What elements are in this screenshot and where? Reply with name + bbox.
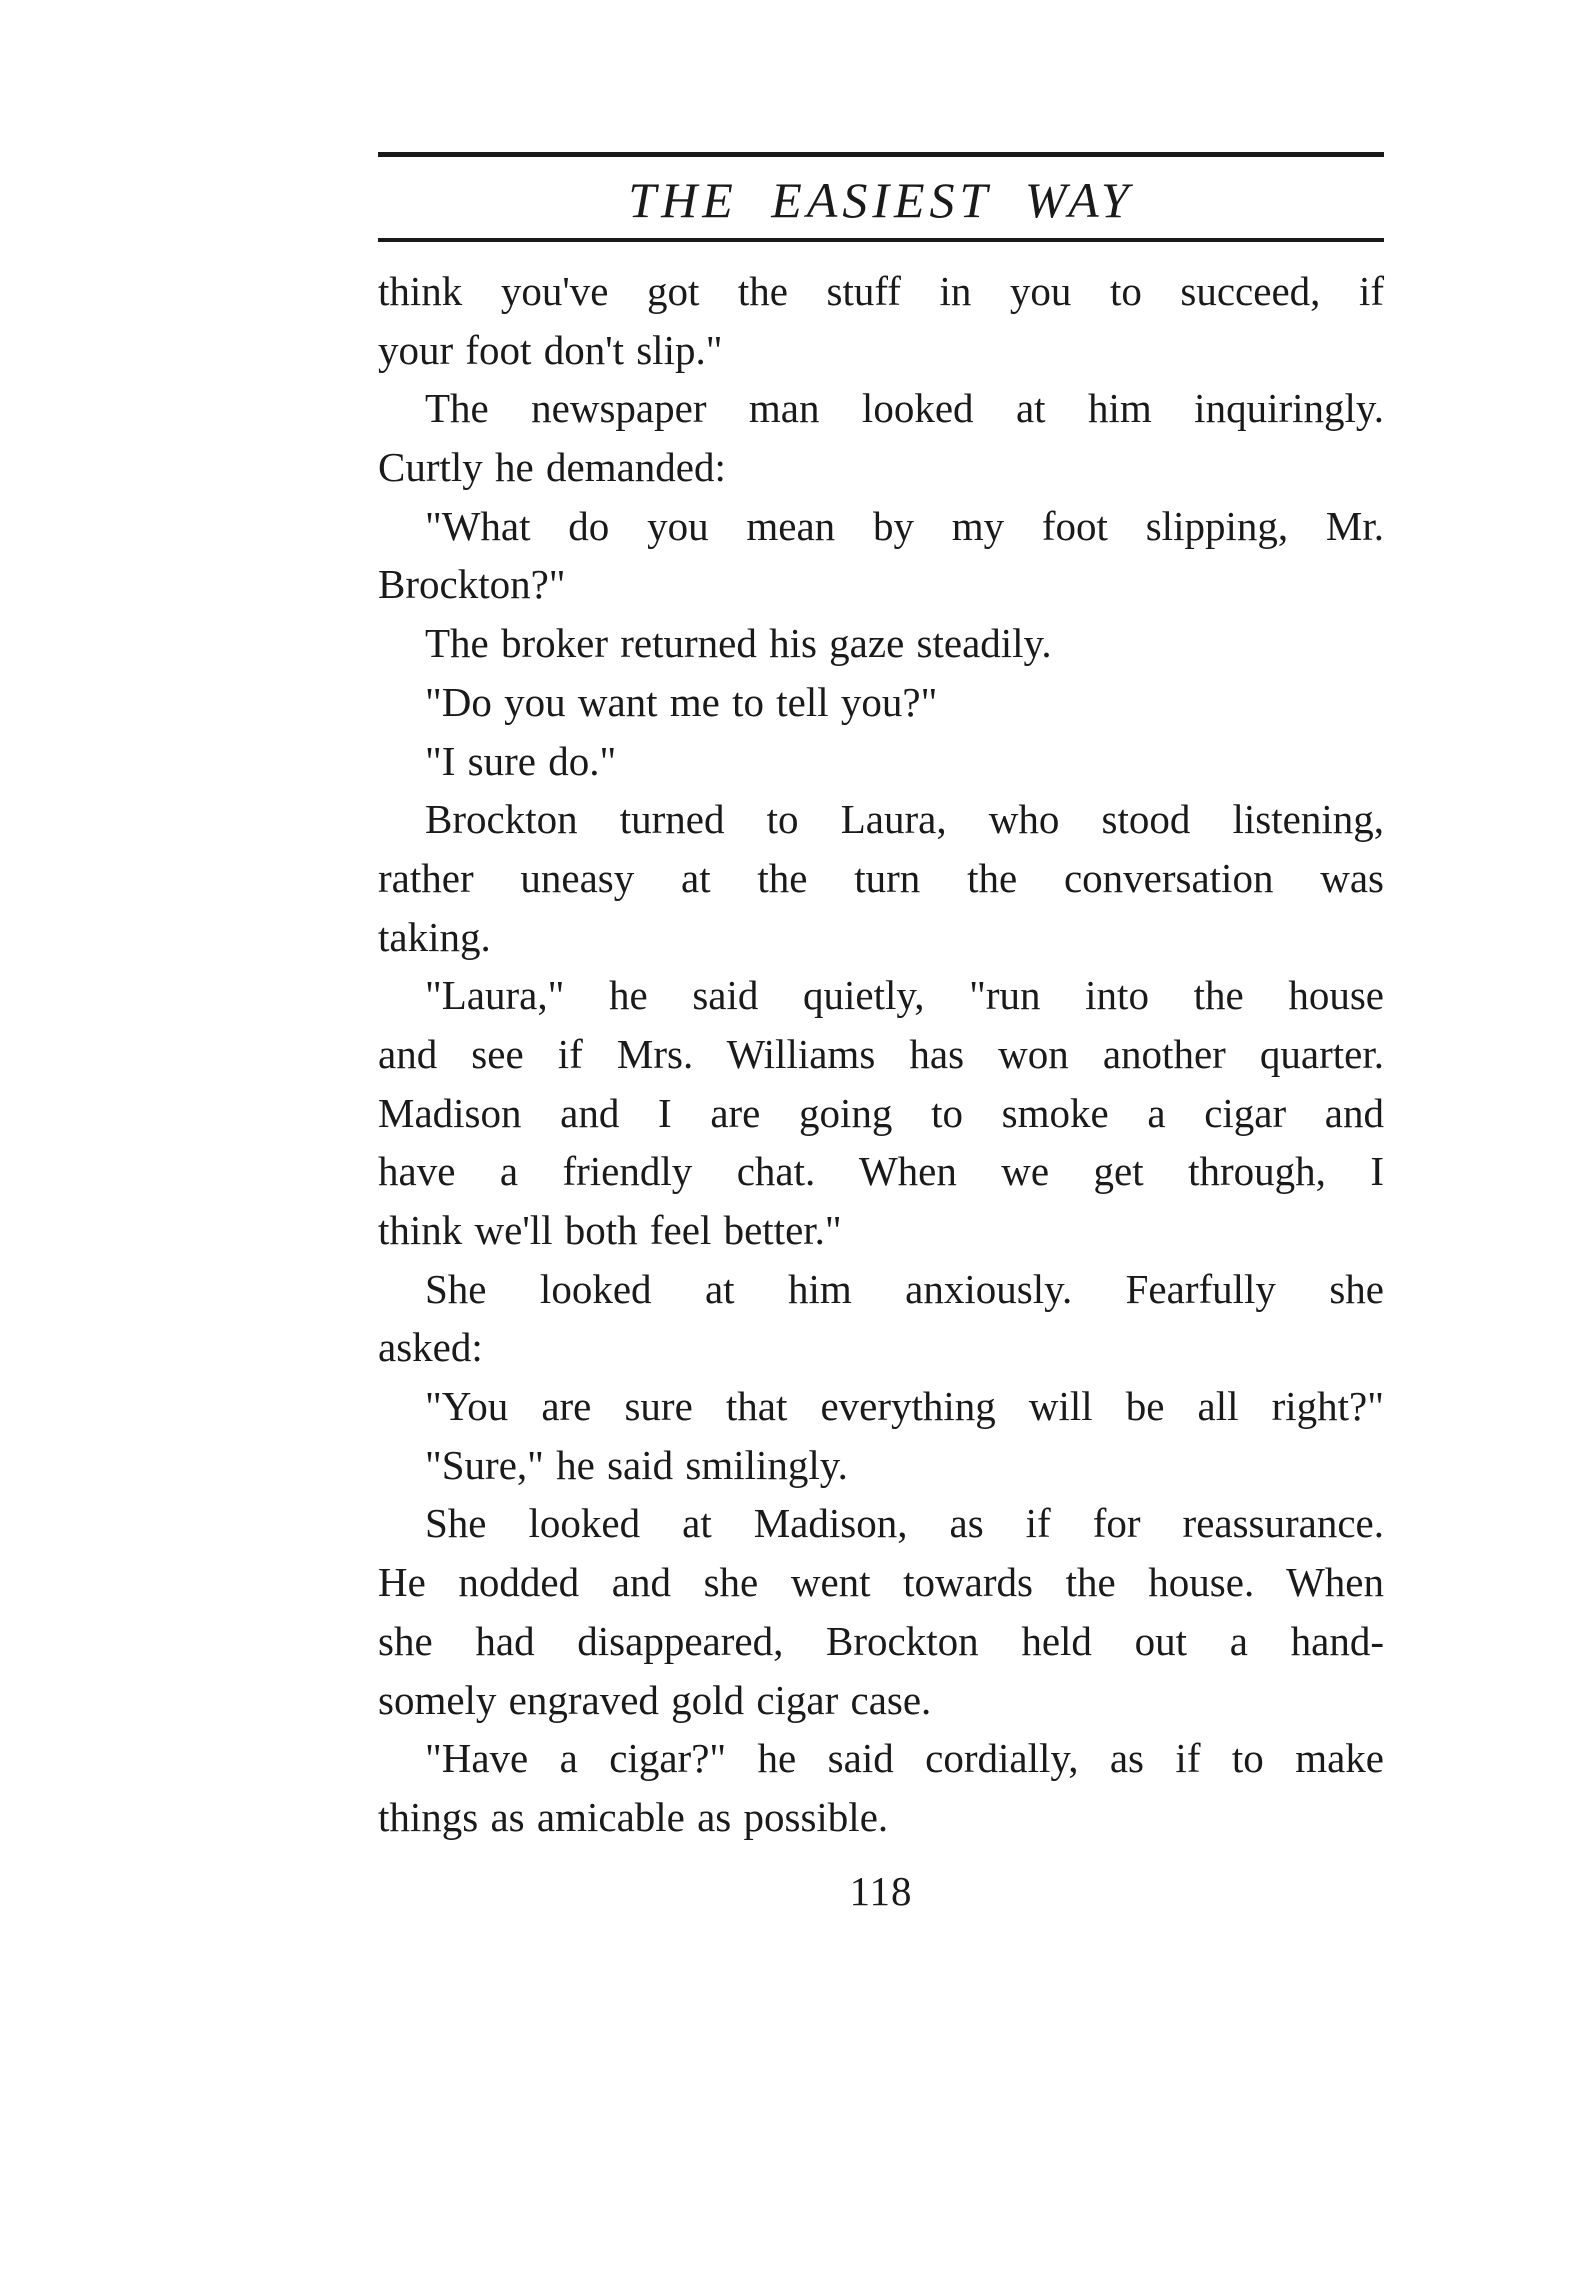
running-head: THE EASIEST WAY xyxy=(628,172,1134,228)
header-rule-top xyxy=(378,152,1384,157)
text-line: Curtly he demanded: xyxy=(378,444,726,491)
text-line: taking. xyxy=(378,913,491,960)
text-line: your foot don't slip." xyxy=(378,326,723,373)
text-line: somely engraved gold cigar case. xyxy=(378,1676,932,1723)
text-line: "I sure do." xyxy=(425,737,617,784)
text-line: "Laura," he said quietly, "run into the house xyxy=(425,972,1384,1019)
body-text xyxy=(378,262,1384,1847)
text-line: Brockton?" xyxy=(378,561,566,608)
text-line: Madison and I are going to smoke a cigar and xyxy=(378,1089,1384,1136)
text-line: "What do you mean by my foot slipping, Mr. xyxy=(425,502,1384,549)
text-line: The broker returned his gaze steadily. xyxy=(425,620,1052,667)
text-line: "You are sure that everything will be all right?" xyxy=(425,1383,1384,1430)
text-line: Brockton turned to Laura, who stood listening, xyxy=(425,796,1384,843)
text-line: think we'll both feel better." xyxy=(378,1207,842,1253)
text-line: The newspaper man looked at him inquiringly. xyxy=(425,385,1384,432)
text-line: She looked at Madison, as if for reassurance. xyxy=(425,1500,1384,1547)
header-rule-bottom xyxy=(378,238,1384,242)
text-line: She looked at him anxiously. Fearfully she xyxy=(425,1265,1384,1312)
text-line: things as amicable as possible. xyxy=(378,1793,889,1840)
text-line: "Sure," he said smilingly. xyxy=(425,1441,848,1488)
text-line: have a friendly chat. When we get through, I xyxy=(378,1148,1384,1195)
page-number: 118 xyxy=(849,1868,913,1914)
text-line: think you've got the stuff in you to succeed, if xyxy=(378,268,1384,314)
text-line: she had disappeared, Brockton held out a hand- xyxy=(378,1617,1384,1664)
text-line: rather uneasy at the turn the conversation was xyxy=(378,854,1384,901)
text-line: "Do you want me to tell you?" xyxy=(425,678,938,725)
text-line: He nodded and she went towards the house. When xyxy=(378,1559,1384,1606)
text-line: asked: xyxy=(378,1324,483,1371)
text-line: and see if Mrs. Williams has won another quarter. xyxy=(378,1030,1384,1077)
text-line: "Have a cigar?" he said cordially, as if to make xyxy=(425,1735,1384,1782)
